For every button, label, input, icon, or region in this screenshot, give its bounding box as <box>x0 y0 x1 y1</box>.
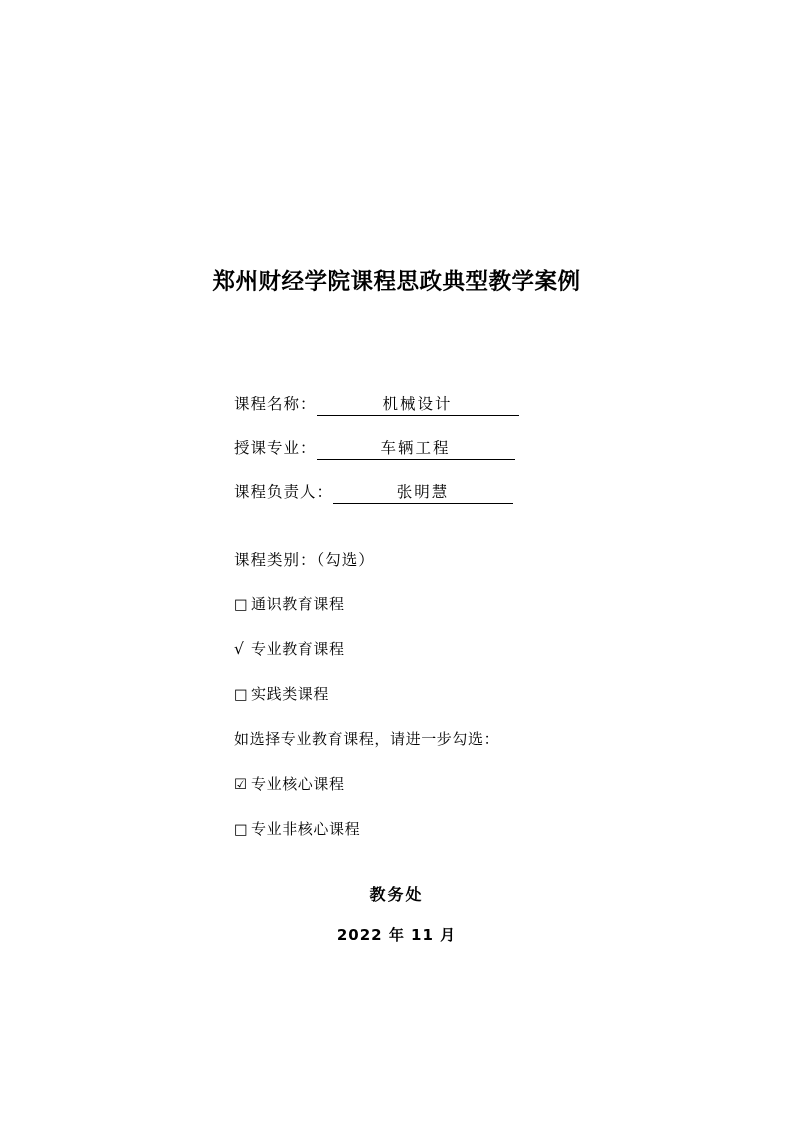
course-category-section <box>234 548 664 863</box>
field-instructor <box>234 480 654 504</box>
field-course-name <box>234 392 654 416</box>
footer-organization: 教务处 <box>369 885 424 904</box>
checkbox-label: 通识教育课程 <box>251 595 345 613</box>
field-label: 课程负责人： <box>234 483 334 501</box>
field-value-major[interactable]: 车辆工程 <box>317 436 515 460</box>
document-footer <box>0 882 793 945</box>
field-label: 授课专业： <box>234 439 317 457</box>
field-label: 课程名称： <box>234 395 317 413</box>
field-value-instructor[interactable]: 张明慧 <box>333 480 513 504</box>
footer-date: 2022 年 11 月 <box>336 926 457 944</box>
checkbox-option-professional-education[interactable] <box>234 638 664 659</box>
checkbox-label: 专业非核心课程 <box>251 820 361 838</box>
checkbox-label: 专业核心课程 <box>251 775 345 793</box>
check-icon[interactable]: √ <box>234 640 245 658</box>
checkbox-label: 实践类课程 <box>251 685 330 703</box>
page-title: 郑州财经学院课程思政典型教学案例 <box>212 269 581 295</box>
checkbox-option-core-course[interactable] <box>234 773 664 794</box>
course-info-fields <box>234 392 654 524</box>
checkbox-option-practical[interactable] <box>234 683 664 704</box>
checkbox-icon[interactable]: □ <box>234 687 249 703</box>
category-note: 如选择专业教育课程，请进一步勾选： <box>234 730 500 748</box>
checkbox-option-non-core-course[interactable] <box>234 818 664 839</box>
checkbox-option-general-education[interactable] <box>234 593 664 614</box>
field-major <box>234 436 654 460</box>
category-heading: 课程类别：（勾选） <box>234 551 375 569</box>
field-value-course-name[interactable]: 机械设计 <box>317 392 519 416</box>
checkbox-icon[interactable]: □ <box>234 822 249 838</box>
checked-box-icon[interactable]: ☑ <box>234 777 248 793</box>
checkbox-label: 专业教育课程 <box>251 640 345 658</box>
checkbox-icon[interactable]: □ <box>234 597 249 613</box>
